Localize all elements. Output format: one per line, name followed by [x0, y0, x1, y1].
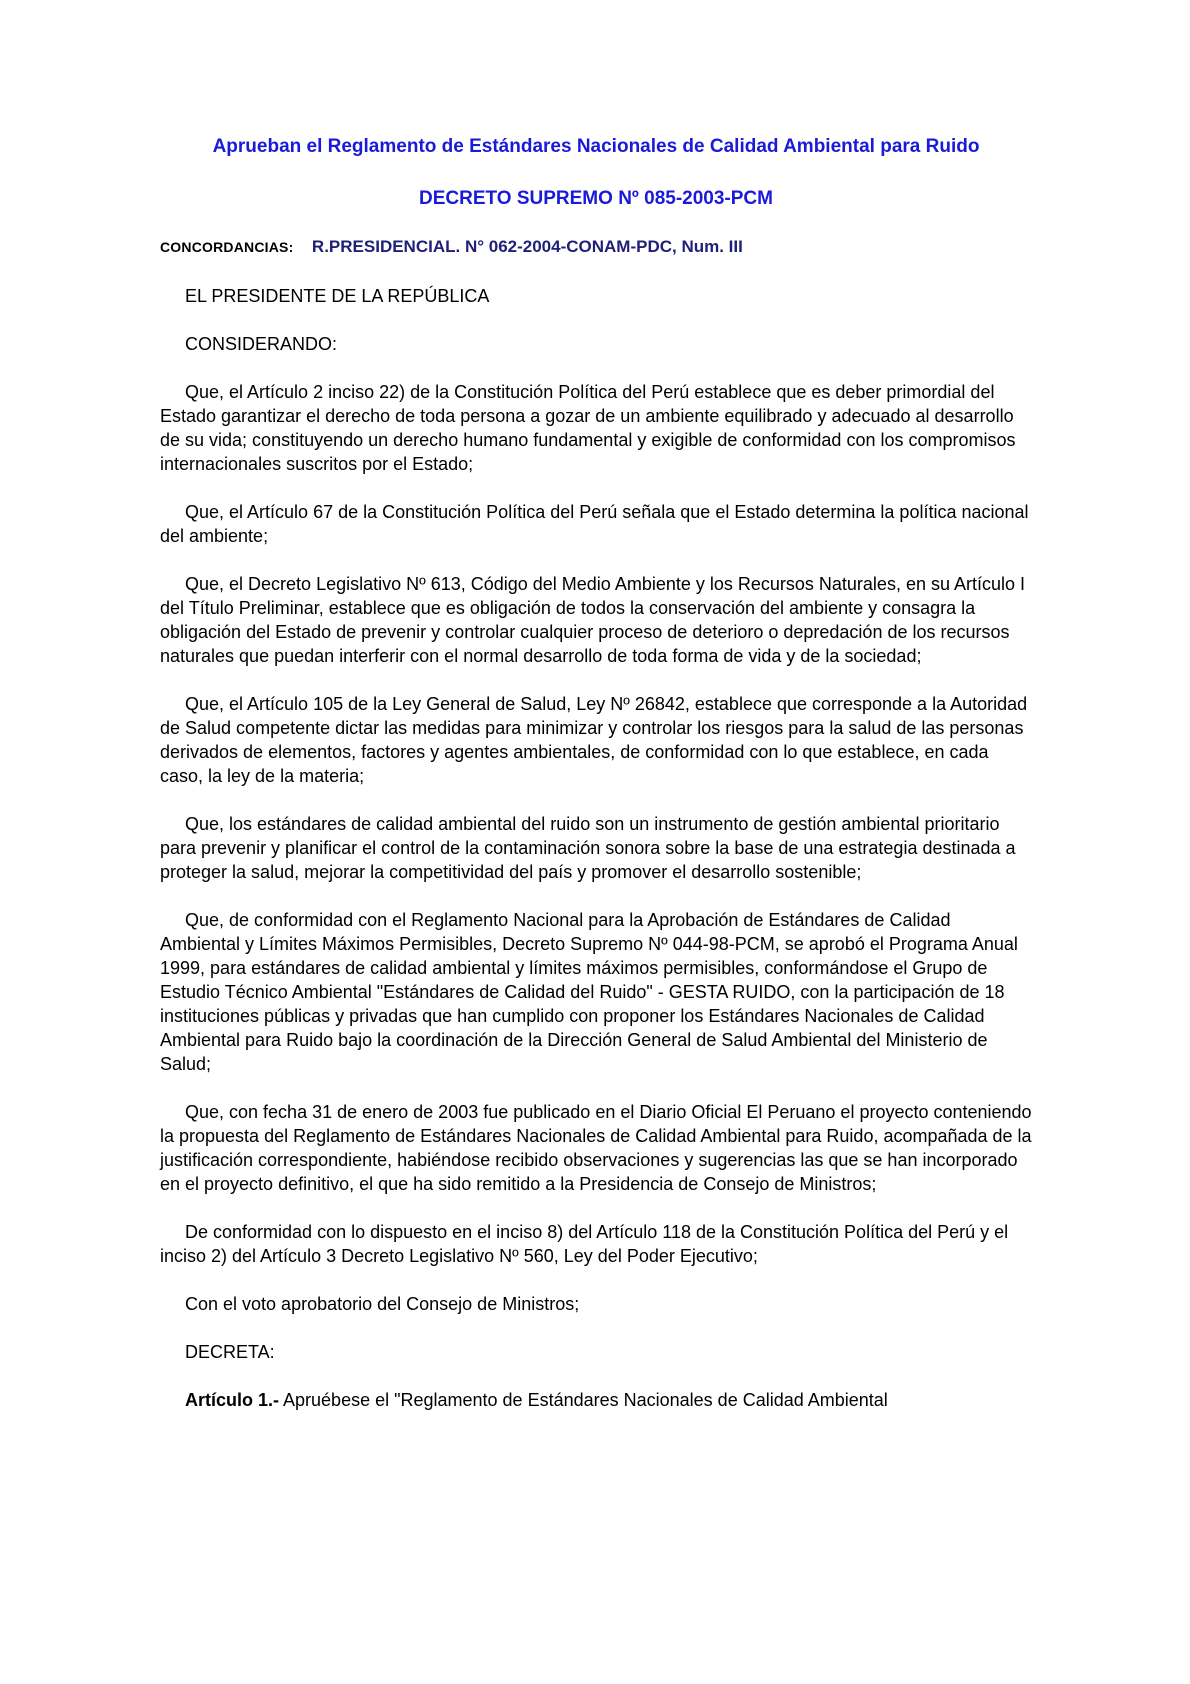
body-paragraph: Que, el Artículo 67 de la Constitución Política del Perú señala que el Estado determina la política nacional del ambiente; [160, 502, 1029, 546]
document-body [160, 284, 1032, 1412]
body-paragraph: Que, con fecha 31 de enero de 2003 fue publicado en el Diario Oficial El Peruano el proyecto conteniendo la propuesta del Reglamento de Estándares Nacionales de Calidad Ambiental para Ruido, acompañada de la justificación correspondiente, habiéndose recibido observaciones y sugerencias las que se han incorporado en el proyecto definitivo, el que ha sido remitido a la Presidencia de Consejo de Ministros; [160, 1102, 1032, 1194]
body-paragraph: EL PRESIDENTE DE LA REPÚBLICA [185, 286, 490, 306]
body-paragraph: Que, el Decreto Legislativo Nº 613, Código del Medio Ambiente y los Recursos Naturales, en su Artículo I del Título Preliminar, establece que es obligación de todos la conservación del ambiente y consagra la obligación del Estado de prevenir y controlar cualquier proceso de deterioro o depredación de los recursos naturales que puedan interferir con el normal desarrollo de toda forma de vida y de la sociedad; [160, 574, 1026, 666]
body-paragraph: Que, de conformidad con el Reglamento Nacional para la Aprobación de Estándares de Calidad Ambiental y Límites Máximos Permisibles, Decreto Supremo Nº 044-98-PCM, se aprobó el Programa Anual 1999, para estándares de calidad ambiental y límites máximos permisibles, conformándose el Grupo de Estudio Técnico Ambiental "Estándares de Calidad del Ruido" - GESTA RUIDO, con la participación de 18 instituciones públicas y privadas que han cumplido con proponer los Estándares Nacionales de Calidad Ambiental para Ruido bajo la coordinación de la Dirección General de Salud Ambiental del Ministerio de Salud; [160, 910, 1018, 1074]
body-paragraph: Que, los estándares de calidad ambiental del ruido son un instrumento de gestión ambiental prioritario para prevenir y planificar el control de la contaminación sonora sobre la base de una estrategia destinada a proteger la salud, mejorar la competitividad del país y promover el desarrollo sostenible; [160, 814, 1016, 882]
body-paragraph: Que, el Artículo 2 inciso 22) de la Constitución Política del Perú establece que es deber primordial del Estado garantizar el derecho de toda persona a gozar de un ambiente equilibrado y adecuado al desarrollo de su vida; constituyendo un derecho humano fundamental y exigible de conformidad con los compromisos internacionales suscritos por el Estado; [160, 382, 1016, 474]
body-paragraph: Que, el Artículo 105 de la Ley General de Salud, Ley Nº 26842, establece que corresponde a la Autoridad de Salud competente dictar las medidas para minimizar y controlar los riesgos para la salud de las personas derivados de elementos, factores y agentes ambientales, de conformidad con lo que establece, en cada caso, la ley de la materia; [160, 694, 1028, 786]
decree-number-heading: DECRETO SUPREMO Nº 085-2003-PCM [419, 188, 773, 209]
article-1-line [160, 1388, 1032, 1412]
document-title: Aprueban el Reglamento de Estándares Nacionales de Calidad Ambiental para Ruido [212, 136, 980, 157]
concordancias-value: R.PRESIDENCIAL. N° 062-2004-CONAM-PDC, Num. III [311, 237, 743, 256]
article-1-label: Artículo 1.- [185, 1390, 280, 1410]
article-1-text: Apruébese el "Reglamento de Estándares Nacionales de Calidad Ambiental [279, 1390, 888, 1410]
body-paragraph: CONSIDERANDO: [185, 334, 338, 354]
concordancias-label: CONCORDANCIAS: [160, 239, 294, 255]
body-paragraph: DECRETA: [185, 1342, 275, 1362]
body-paragraph: Con el voto aprobatorio del Consejo de Ministros; [185, 1294, 580, 1314]
concordancias-row [160, 235, 1032, 260]
body-paragraph: De conformidad con lo dispuesto en el inciso 8) del Artículo 118 de la Constitución Política del Perú y el inciso 2) del Artículo 3 Decreto Legislativo Nº 560, Ley del Poder Ejecutivo; [160, 1222, 1009, 1266]
